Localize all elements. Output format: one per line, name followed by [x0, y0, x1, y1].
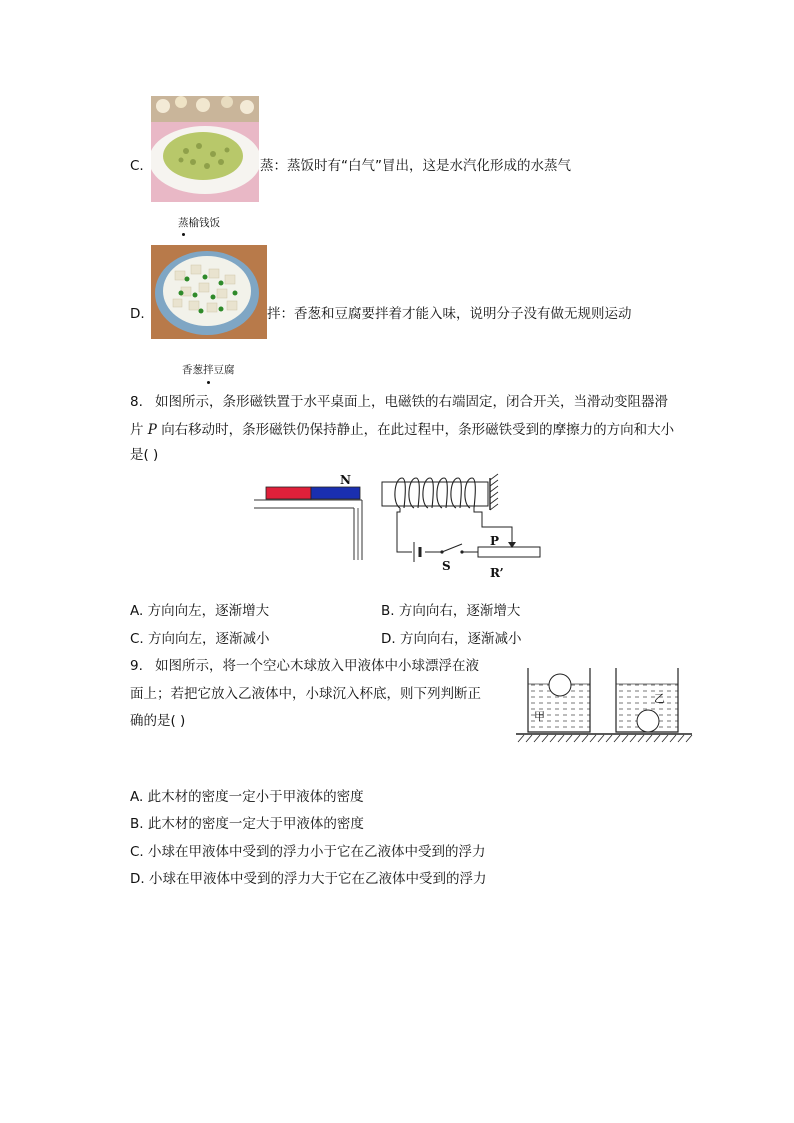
- q8-option-a: A. 方向向左，逐渐增大: [130, 603, 270, 619]
- electromagnet-core: [382, 482, 488, 506]
- q9-beakers-figure: [514, 664, 694, 744]
- q8-option-d: D. 方向向右，逐渐减小: [381, 631, 522, 647]
- caption-dot: [207, 381, 210, 384]
- q9-line2: 面上；若把它放入乙液体中，小球沉入杯底，则下列判断正: [130, 686, 481, 702]
- slider-label: P: [490, 534, 500, 548]
- option-c-caption: 蒸榆钱饭: [178, 217, 220, 229]
- q9-line3: 确的是( ): [130, 713, 186, 729]
- rheostat-label: R’: [490, 566, 504, 580]
- right-liquid-label: 乙: [654, 692, 665, 705]
- q9-line1: 如图所示，将一个空心木球放入甲液体中小球漂浮在液: [155, 658, 479, 674]
- caption-dot: [182, 233, 185, 236]
- q8-circuit-figure: [252, 470, 552, 582]
- option-c-text: 蒸：蒸饭时有“白气”冒出，这是水汽化形成的水蒸气: [260, 158, 571, 174]
- rheostat: [478, 547, 540, 557]
- rice-dish-photo: [151, 96, 259, 202]
- q8-line2-pre: 片: [130, 422, 144, 438]
- floating-ball: [549, 674, 571, 696]
- q8-option-b: B. 方向向右，逐渐增大: [381, 603, 521, 619]
- q9-option-b: B. 此木材的密度一定大于甲液体的密度: [130, 816, 364, 832]
- q8-line2-post: 向右移动时，条形磁铁仍保持静止，在此过程中，条形磁铁受到的摩擦力的方向和大小: [161, 422, 675, 438]
- magnet-pole-label: N: [340, 473, 351, 487]
- q8-line1: 如图所示，条形磁铁置于水平桌面上，电磁铁的右端固定，闭合开关，当滑动变阻器滑: [155, 394, 668, 410]
- option-d-letter: D.: [130, 306, 145, 322]
- q8-line3: 是( ): [130, 447, 159, 463]
- option-d-text: 拌：香葱和豆腐要拌着才能入味，说明分子没有做无规则运动: [267, 306, 632, 322]
- q8-line2: [130, 416, 674, 444]
- q9-option-c: C. 小球在甲液体中受到的浮力小于它在乙液体中受到的浮力: [130, 844, 486, 860]
- tofu-dish-photo: [151, 245, 267, 339]
- left-liquid-label: 甲: [534, 710, 545, 723]
- option-c-letter: C.: [130, 158, 144, 174]
- magnet-south-half: [266, 487, 311, 499]
- sunken-ball: [637, 710, 659, 732]
- q8-number: 8.: [130, 394, 143, 410]
- magnet-north-half: [311, 487, 360, 499]
- q8-var-p: P: [147, 422, 157, 438]
- q8-option-c: C. 方向向左，逐渐减小: [130, 631, 270, 647]
- q9-option-d: D. 小球在甲液体中受到的浮力大于它在乙液体中受到的浮力: [130, 871, 487, 887]
- q9-option-a: A. 此木材的密度一定小于甲液体的密度: [130, 789, 364, 805]
- option-d-caption: 香葱拌豆腐: [182, 364, 235, 376]
- switch-label: S: [442, 559, 451, 573]
- q9-number: 9.: [130, 658, 143, 674]
